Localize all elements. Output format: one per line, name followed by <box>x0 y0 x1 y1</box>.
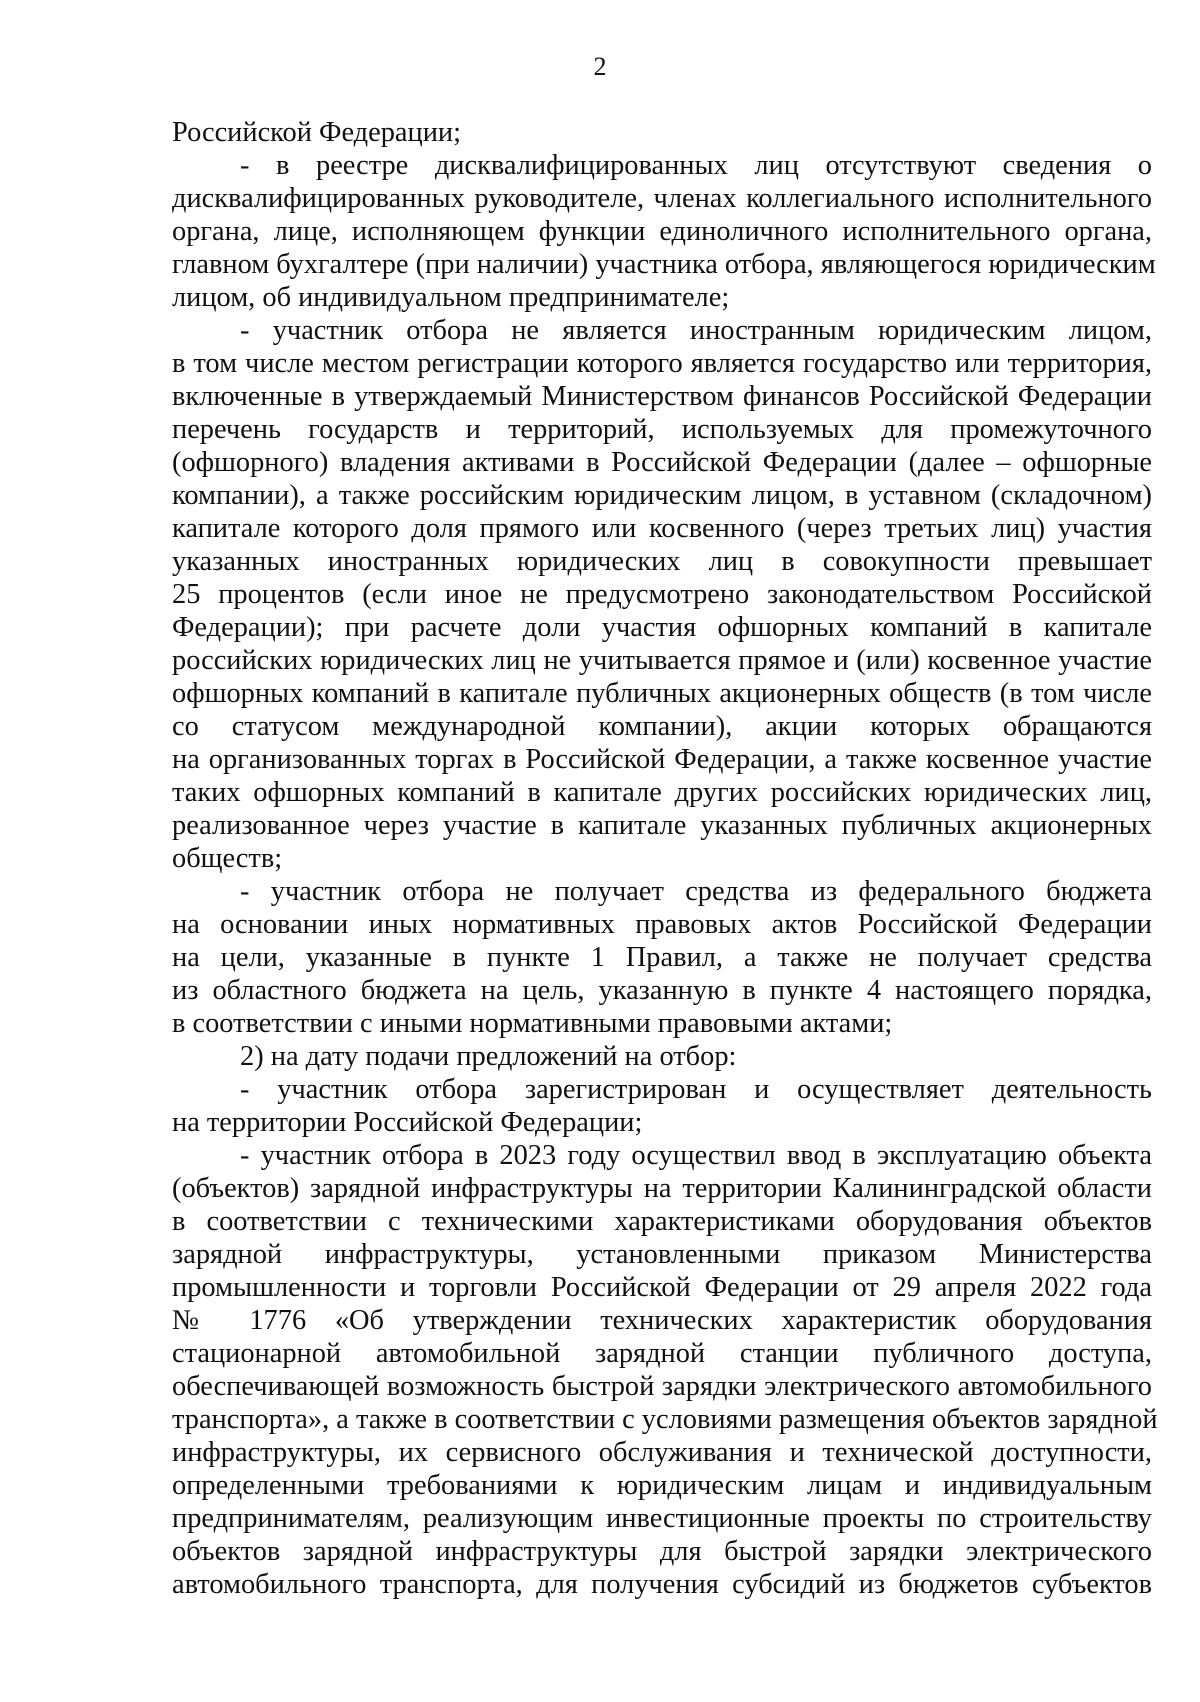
text-line: в том числе местом регистрации которого является государство или территория, <box>172 348 1152 379</box>
text-line: органа, лице, исполняющем функции единоличного исполнительного органа, <box>172 216 1152 247</box>
text-line: инфраструктуры, их сервисного обслуживания и технической доступности, <box>172 1437 1152 1468</box>
text-line: (офшорного) владения активами в Российской Федерации (далее – офшорные <box>172 447 1152 478</box>
text-line: - участник отбора в 2023 году осуществил ввод в эксплуатацию объекта <box>240 1140 1152 1171</box>
text-line: стационарной автомобильной зарядной станции публичного доступа, <box>172 1338 1152 1369</box>
text-line: определенными требованиями к юридическим лицам и индивидуальным <box>172 1470 1152 1501</box>
text-line: указанных иностранных юридических лиц в совокупности превышает <box>172 546 1152 577</box>
text-line: зарядной инфраструктуры, установленными приказом Министерства <box>172 1239 1152 1270</box>
text-line: объектов зарядной инфраструктуры для быстрой зарядки электрического <box>172 1536 1152 1567</box>
text-line: на цели, указанные в пункте 1 Правил, а также не получает средства <box>172 942 1152 973</box>
text-line: 25 процентов (если иное не предусмотрено законодательством Российской <box>172 579 1152 610</box>
text-line: предпринимателям, реализующим инвестиционные проекты по строительству <box>172 1503 1152 1534</box>
text-line: на основании иных нормативных правовых актов Российской Федерации <box>172 909 1152 940</box>
document-body <box>172 116 1158 1601</box>
page-number: 2 <box>593 52 607 81</box>
text-line: промышленности и торговли Российской Федерации от 29 апреля 2022 года <box>172 1272 1152 1303</box>
text-line: со статусом международной компании), акции которых обращаются <box>172 711 1152 742</box>
text-line: транспорта», а также в соответствии с условиями размещения объектов зарядной <box>172 1404 1158 1435</box>
text-line: на территории Российской Федерации; <box>172 1107 643 1138</box>
text-line: перечень государств и территорий, используемых для промежуточного <box>172 414 1152 445</box>
text-line: обществ; <box>172 843 283 874</box>
text-line: (объектов) зарядной инфраструктуры на территории Калининградской области <box>172 1173 1152 1204</box>
text-line: - участник отбора не является иностранным юридическим лицом, <box>240 315 1152 346</box>
text-line: главном бухгалтере (при наличии) участника отбора, являющегося юридическим <box>172 249 1156 280</box>
text-line: лицом, об индивидуальном предпринимателе; <box>172 282 730 313</box>
text-line: Российской Федерации; <box>172 117 461 148</box>
text-line: 2) на дату подачи предложений на отбор: <box>240 1041 737 1072</box>
text-line: компании), а также российским юридическим лицом, в уставном (складочном) <box>172 480 1152 511</box>
text-line: - участник отбора не получает средства из федерального бюджета <box>240 876 1152 907</box>
text-line: на организованных торгах в Российской Федерации, а также косвенное участие <box>172 744 1152 775</box>
text-line: дисквалифицированных руководителе, членах коллегиального исполнительного <box>172 183 1152 214</box>
text-line: реализованное через участие в капитале указанных публичных акционерных <box>172 810 1152 841</box>
text-line: таких офшорных компаний в капитале других российских юридических лиц, <box>172 777 1152 808</box>
text-line: № 1776 «Об утверждении технических характеристик оборудования <box>172 1305 1152 1336</box>
text-line: автомобильного транспорта, для получения субсидий из бюджетов субъектов <box>172 1569 1152 1600</box>
text-line: обеспечивающей возможность быстрой зарядки электрического автомобильного <box>172 1371 1152 1402</box>
text-line: в соответствии с иными нормативными правовыми актами; <box>172 1008 893 1039</box>
text-line: Федерации); при расчете доли участия офшорных компаний в капитале <box>172 612 1152 643</box>
text-line: - в реестре дисквалифицированных лиц отсутствуют сведения о <box>240 150 1152 181</box>
text-line: - участник отбора зарегистрирован и осуществляет деятельность <box>240 1074 1152 1105</box>
text-line: российских юридических лиц не учитывается прямое и (или) косвенное участие <box>172 645 1152 676</box>
text-line: включенные в утверждаемый Министерством финансов Российской Федерации <box>172 381 1152 412</box>
text-line: в соответствии с техническими характеристиками оборудования объектов <box>172 1206 1152 1237</box>
text-line: из областного бюджета на цель, указанную в пункте 4 настоящего порядка, <box>172 975 1152 1006</box>
text-line: офшорных компаний в капитале публичных акционерных обществ (в том числе <box>172 678 1152 709</box>
text-line: капитале которого доля прямого или косвенного (через третьих лиц) участия <box>172 513 1152 544</box>
